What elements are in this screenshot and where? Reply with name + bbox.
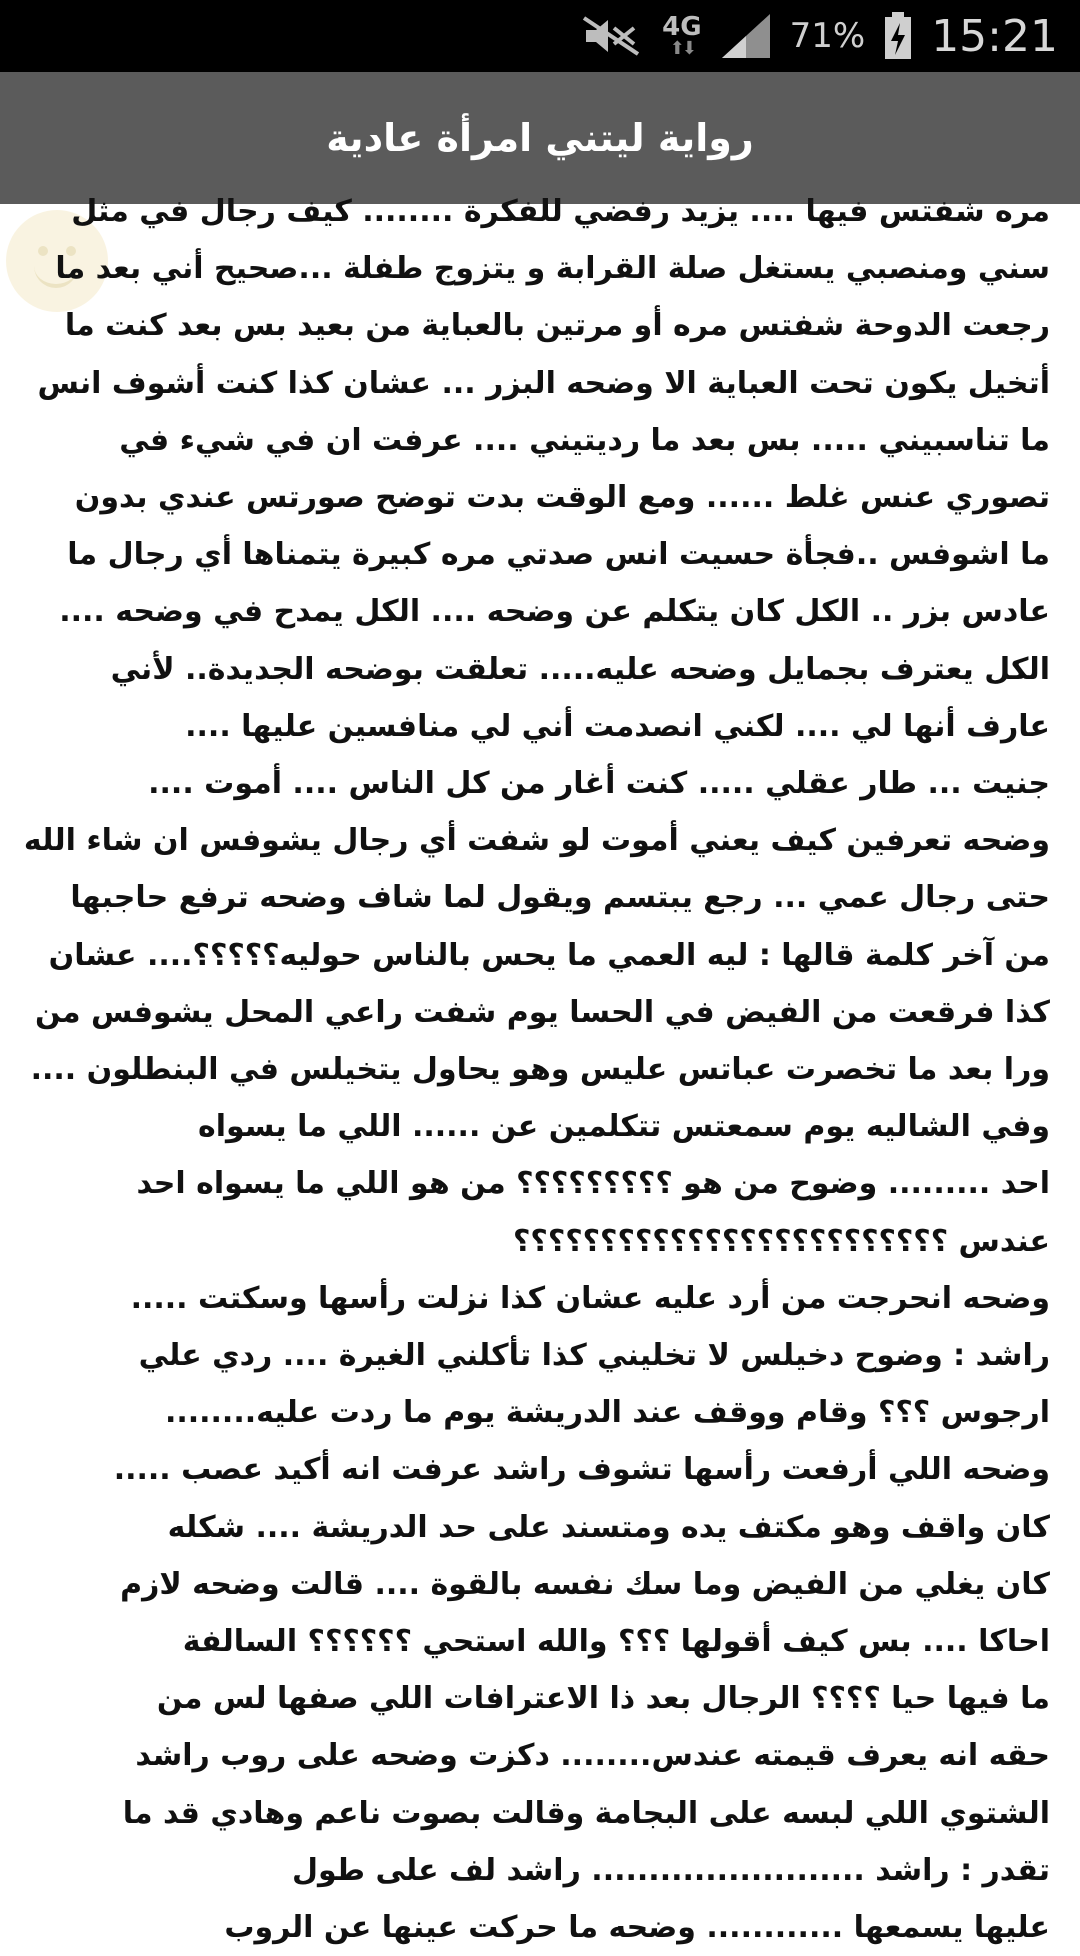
- story-line: رجعت الدوحة شفتس مره أو مرتين بالعباية من بعيد بس بعد كنت ما: [64, 308, 1050, 344]
- status-icons: [580, 0, 1058, 72]
- story-line: وضحه تعرفين كيف يعني أموت لو شفت أي رجال يشوفس ان شاء الله: [23, 823, 1050, 859]
- network-arrows-icon: ⬆⬇: [669, 38, 694, 59]
- story-line: عندس ؟؟؟؟؟؟؟؟؟؟؟؟؟؟؟؟؟؟؟؟؟؟؟؟؟: [513, 1223, 1050, 1259]
- story-line: من آخر كلمة قالها : ليه العمي ما يحس بالناس حوليه؟؟؟؟؟.... عشان: [48, 937, 1050, 973]
- story-line: كذا فرقعت من الفيض في الحسا يوم شفت راعي المحل يشوفس من: [34, 994, 1050, 1030]
- story-line: أتخيل يكون تحت العباية الا وضحه البزر ... عشان كذا كنت أشوف انس: [37, 365, 1050, 401]
- clock: 15:21: [931, 10, 1058, 62]
- battery-charging-icon: [883, 11, 913, 61]
- network-type: 4G: [662, 12, 702, 42]
- battery-percent: 71%: [789, 16, 866, 56]
- story-line: احاكا .... بس كيف أقولها ؟؟؟ والله استحي ؟؟؟؟؟؟ السالفة: [182, 1624, 1050, 1659]
- story-line: تقدر : راشد ........................ راشد لف على طول: [291, 1852, 1050, 1888]
- story-line: عارف أنها لي .... لكني انصدمت أني لي منافسين عليها ....: [185, 708, 1050, 744]
- story-line: مره شفتس فيها .... يزيد رفضي للفكرة ........ كيف رجال في مثل: [71, 194, 1050, 229]
- status-bar: [0, 0, 1080, 72]
- story-line: احد ......... وضوح من هو ؟؟؟؟؟؟؟؟؟ من هو اللي ما يسواه احد: [136, 1166, 1050, 1202]
- story-line: كان واقف وهو مكتف يده ومتسند على حد الدريشة .... شكله: [167, 1509, 1050, 1545]
- story-line: وفي الشاليه يوم سمعتس تتكلمين عن ...... اللي ما يسواه: [198, 1109, 1050, 1145]
- story-line: ارجوس ؟؟؟ وقام ووقف عند الدريشة يوم ما ردت عليه........: [164, 1395, 1050, 1431]
- story-line: حقه انه يعرف قيمته عندس........ دكزت وضحه على روب راشد: [135, 1738, 1050, 1774]
- story-line: حتى رجال عمي ... رجع يبتسم ويقول لما شاف وضحه ترفع حاجبها: [70, 880, 1050, 916]
- story-line: الشتوي اللي لبسه على البجامة وقالت بصوت ناعم وهادي قد ما: [122, 1795, 1050, 1831]
- page-title: رواية ليتني امرأة عادية: [326, 116, 754, 160]
- mute-icon: [580, 14, 644, 58]
- story-line: كان يغلي من الفيض وما سك نفسه بالقوة .... قالت وضحه لازم: [120, 1566, 1050, 1602]
- story-line: ما فيها حيا ؟؟؟؟ الرجال بعد ذا الاعترافات اللي صفها لس من: [156, 1681, 1050, 1717]
- story-line: ورا بعد ما تخصرت عباتس عليس وهو يحاول يتخيلس في البنطلون ....: [30, 1052, 1050, 1087]
- story-line: جنيت ... طار عقلي ..... كنت أغار من كل الناس .... أموت ....: [148, 766, 1050, 801]
- network-indicator: [662, 14, 701, 58]
- story-line: عليها يسمعها ............ وضحه ما حركت عينها عن الروب: [224, 1910, 1050, 1945]
- story-line: وضحه انحرجت من أرد عليه عشان كذا نزلت رأسها وسكتت .....: [130, 1280, 1050, 1316]
- story-line: تصوري عنس غلط ...... ومع الوقت بدت توضح صورتس عندي بدون: [74, 480, 1050, 515]
- story-line: الكل يعترف بجمايل وضحه عليه..... تعلقت بوضحه الجديدة.. لأني: [110, 651, 1050, 687]
- story-line: ما اشوفس ..فجأة حسيت انس صدتي مره كبيرة يتمناها أي رجال ما: [67, 537, 1050, 573]
- signal-icon: [720, 12, 772, 60]
- story-line: عادس بزر .. الكل كان يتكلم عن وضحه .... الكل يمدح في وضحه ....: [59, 594, 1050, 630]
- story-content[interactable]: [0, 194, 1080, 1945]
- story-line: ما تناسبيني ..... بس بعد ما رديتيني .... عرفت ان في شيء في: [119, 422, 1050, 458]
- story-line: راشد : وضوح دخيلس لا تخليني كذا تأكلني الغيرة .... ردي علي: [138, 1338, 1050, 1373]
- story-line: وضحه اللي أرفعت رأسها تشوف راشد عرفت انه أكيد عصب .....: [113, 1452, 1050, 1488]
- story-line: سني ومنصبي يستغل صلة القرابة و يتزوج طفلة ...صحيح أني بعد ما: [55, 251, 1050, 287]
